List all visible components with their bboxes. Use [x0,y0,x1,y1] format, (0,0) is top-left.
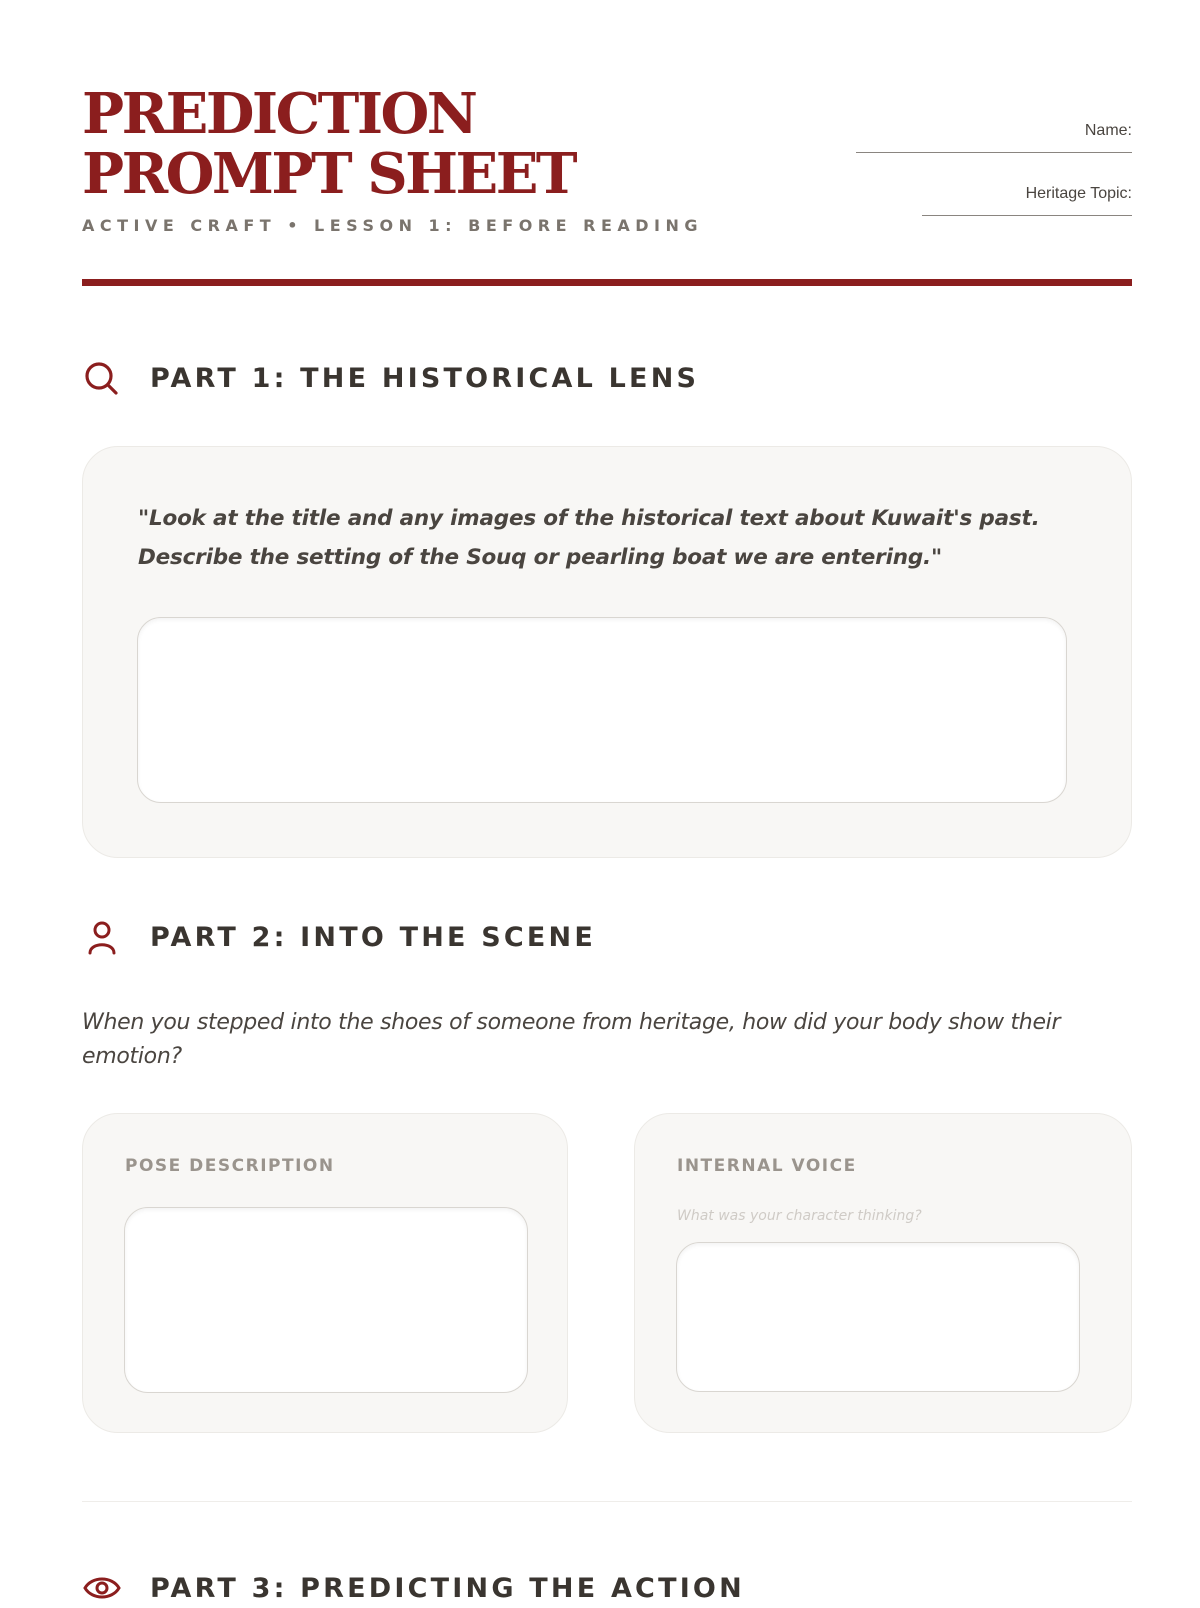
pose-description-label: POSE DESCRIPTION [125,1156,335,1176]
part2-heading [82,917,596,957]
header-divider [82,279,1132,286]
name-line[interactable] [856,152,1132,153]
heritage-topic-label: Heritage Topic: [1025,185,1132,202]
section-divider [82,1501,1132,1502]
pose-description-answer[interactable] [124,1207,528,1393]
part3-heading [82,1568,745,1608]
historical-lens-prompt: "Look at the title and any images of the historical text about Kuwait's past. Describe the setting of the Souq or pearling boat we are entering." [138,506,1040,570]
internal-voice-label: INTERNAL VOICE [677,1156,857,1176]
worksheet-page [82,0,1132,1604]
search-icon [82,358,122,398]
part2-title: PART 2: INTO THE SCENE [150,921,597,953]
page-subtitle: ACTIVE CRAFT • LESSON 1: BEFORE READING [82,216,704,235]
historical-lens-answer[interactable] [137,617,1067,803]
person-icon [82,917,122,957]
internal-voice-hint: What was your character thinking? [677,1208,922,1224]
part3-title: PART 3: PREDICTING THE ACTION [150,1572,745,1604]
part1-title: PART 1: THE HISTORICAL LENS [150,362,700,394]
name-label: Name: [1084,122,1132,139]
heritage-topic-line[interactable] [922,215,1132,216]
eye-icon [82,1568,122,1608]
heritage-topic-field[interactable] [922,185,1132,216]
name-field[interactable] [856,122,1132,153]
pose-description-card [82,1113,568,1433]
internal-voice-card [634,1113,1132,1433]
historical-lens-card [82,446,1132,858]
internal-voice-answer[interactable] [676,1242,1080,1392]
into-scene-prompt: When you stepped into the shoes of someone from heritage, how did your body show their emotion? [82,1010,1061,1069]
page-title: PREDICTION PROMPT SHEET [82,81,576,207]
worksheet-header [82,0,1132,290]
part1-heading [82,358,699,398]
